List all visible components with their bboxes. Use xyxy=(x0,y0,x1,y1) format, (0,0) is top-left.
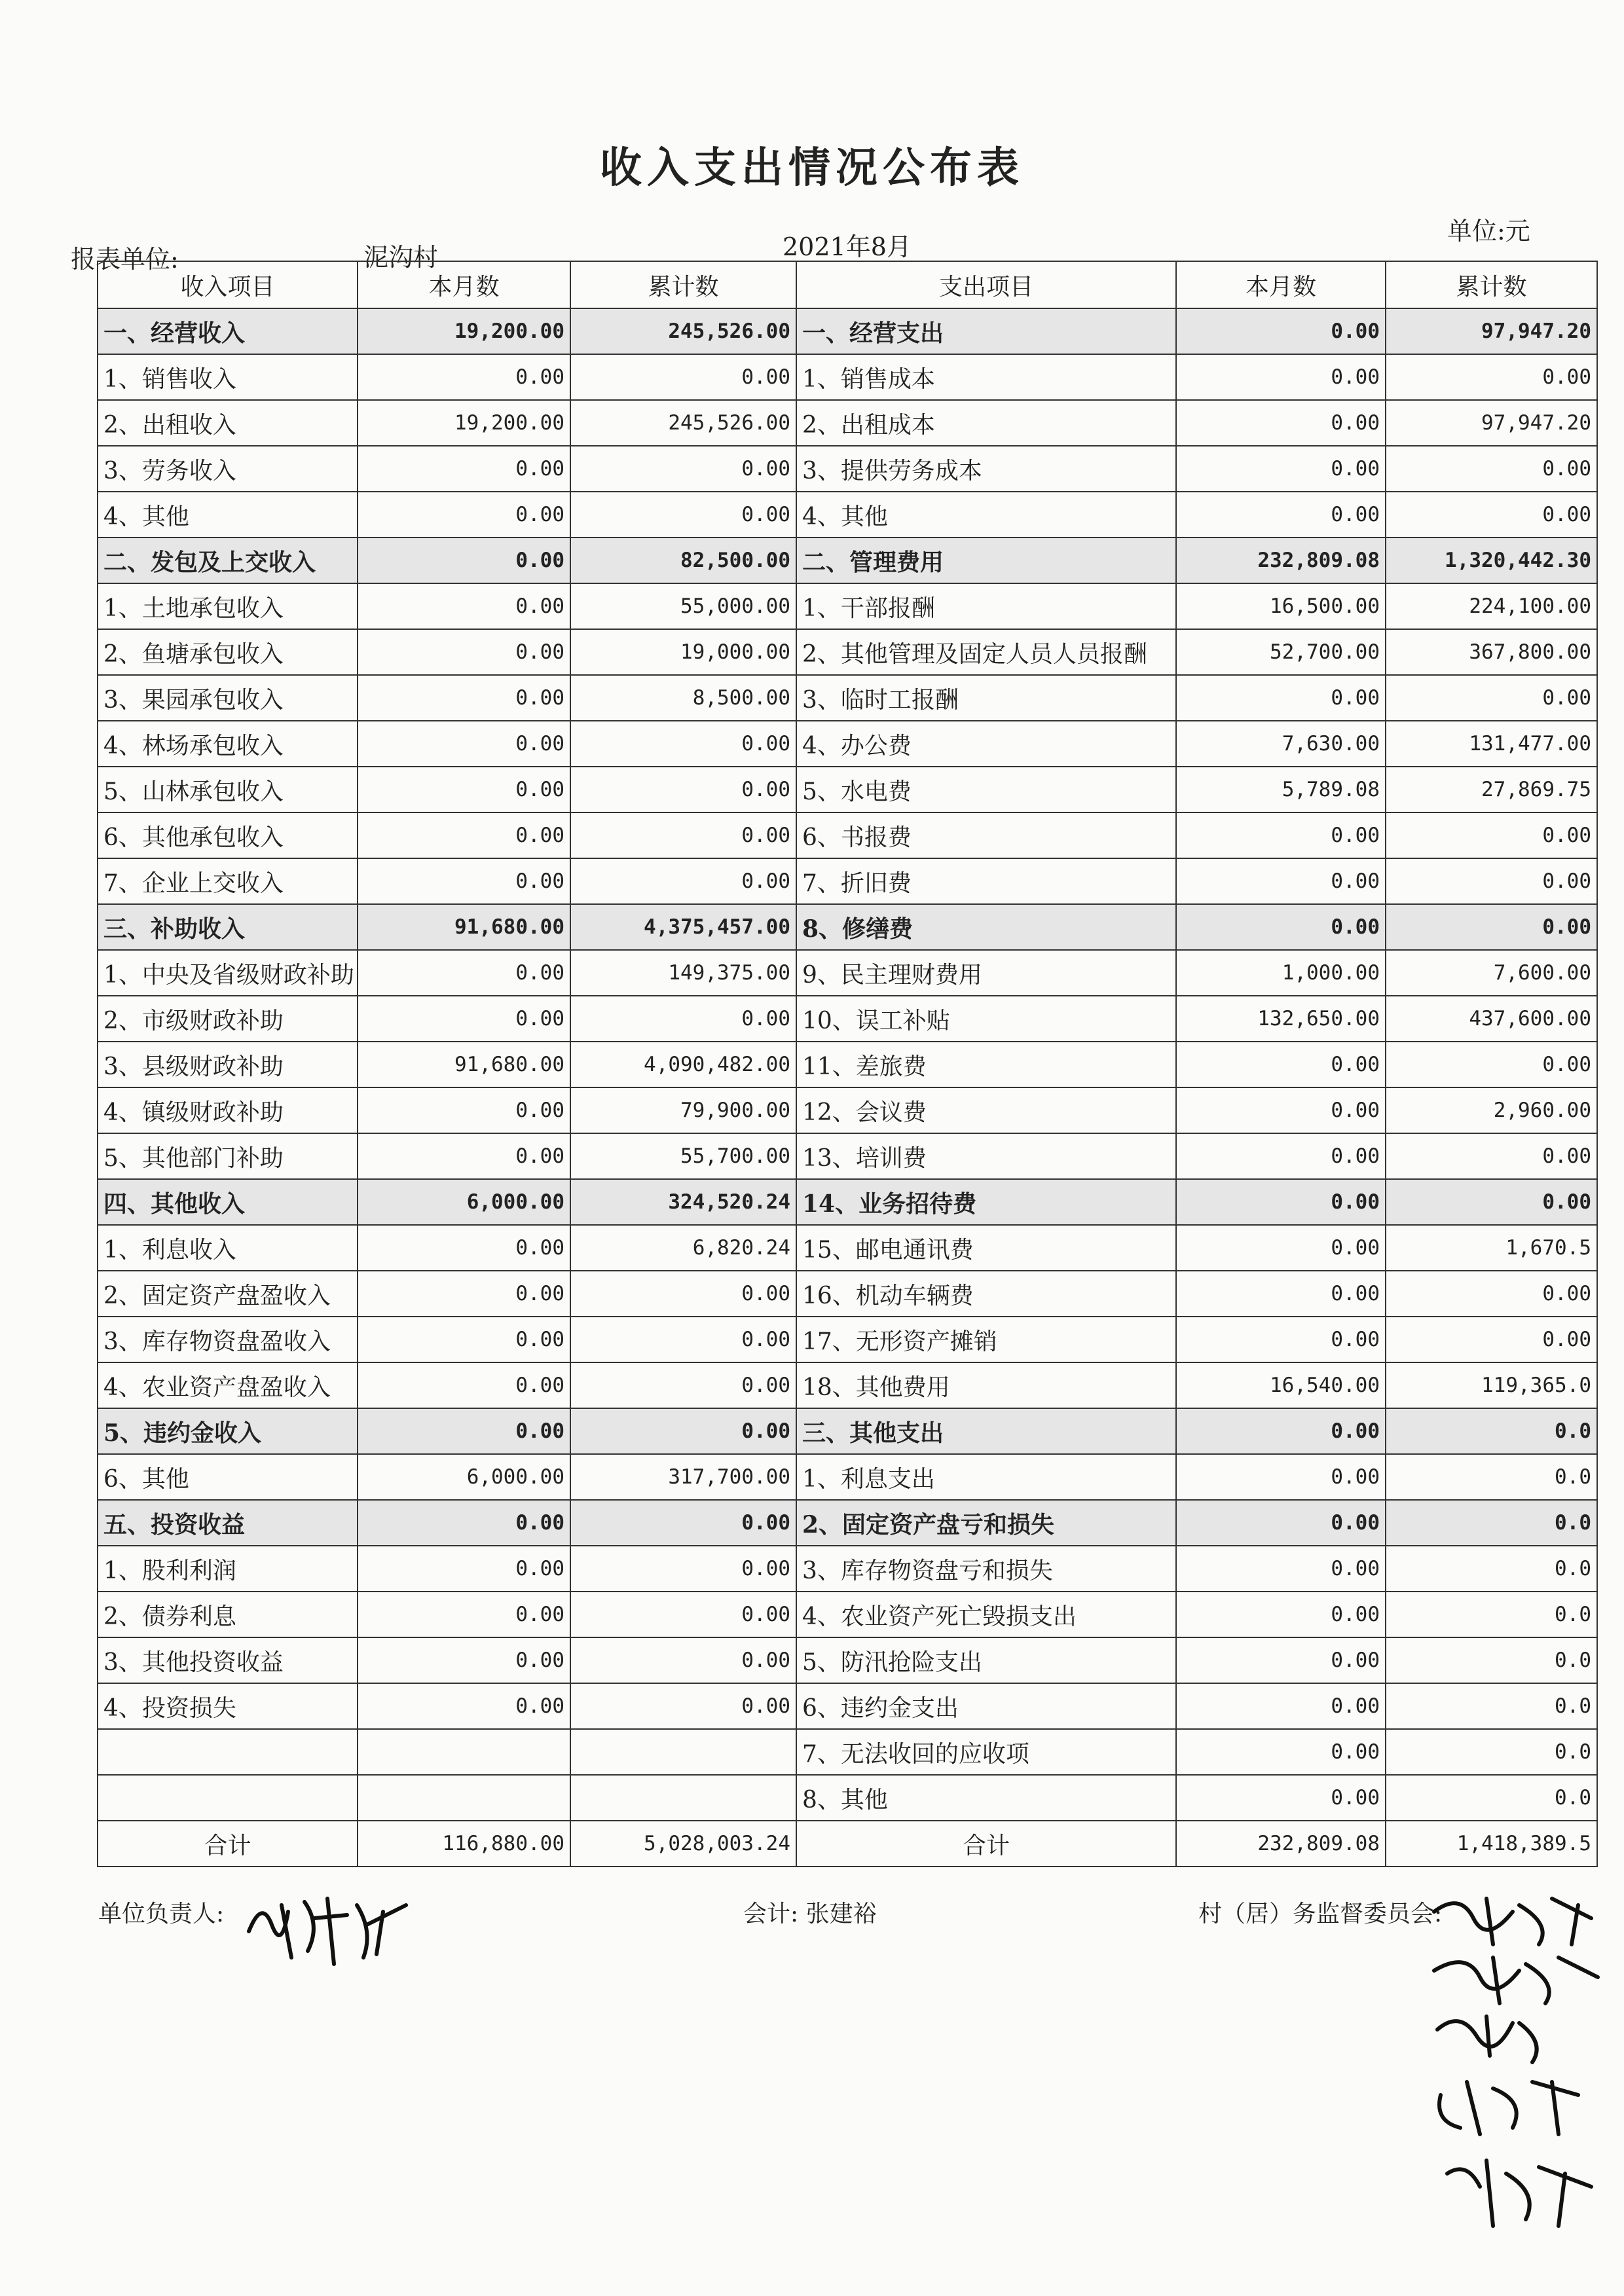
income-month-cell: 0.00 xyxy=(358,721,570,767)
expense-item-cell: 14、业务招待费 xyxy=(796,1179,1176,1225)
income-item-cell: 5、山林承包收入 xyxy=(98,767,358,812)
income-cumulative-cell: 82,500.00 xyxy=(570,538,796,583)
table-row xyxy=(98,308,1597,354)
committee-signatures xyxy=(1421,1886,1617,2252)
expense-month-cell: 0.00 xyxy=(1176,354,1386,400)
income-item-cell: 1、中央及省级财政补助 xyxy=(98,950,358,996)
income-month-cell: 0.00 xyxy=(358,354,570,400)
expense-cumulative-cell: 0.00 xyxy=(1386,1317,1597,1362)
income-cumulative-cell: 0.00 xyxy=(570,1271,796,1317)
table-row xyxy=(98,492,1597,538)
income-cumulative-cell: 0.00 xyxy=(570,858,796,904)
expense-item-cell: 5、水电费 xyxy=(796,767,1176,812)
income-cumulative-cell: 324,520.24 xyxy=(570,1179,796,1225)
expense-month-cell: 7,630.00 xyxy=(1176,721,1386,767)
expense-cumulative-cell: 0.00 xyxy=(1386,675,1597,721)
expense-cumulative-cell: 0.0 xyxy=(1386,1683,1597,1729)
table-row xyxy=(98,858,1597,904)
income-month-cell: 19,200.00 xyxy=(358,308,570,354)
expense-cumulative-cell: 0.00 xyxy=(1386,1042,1597,1087)
income-month-cell: 0.00 xyxy=(358,446,570,492)
expense-month-cell: 0.00 xyxy=(1176,675,1386,721)
expense-item-cell: 3、库存物资盘亏和损失 xyxy=(796,1546,1176,1592)
income-cumulative-cell: 6,820.24 xyxy=(570,1225,796,1271)
table-row xyxy=(98,950,1597,996)
expense-month-cell: 132,650.00 xyxy=(1176,996,1386,1042)
leader-signature xyxy=(242,1886,426,1971)
table-row xyxy=(98,767,1597,812)
expense-item-cell: 17、无形资产摊销 xyxy=(796,1317,1176,1362)
expense-cumulative-cell: 1,320,442.30 xyxy=(1386,538,1597,583)
income-month-cell: 0.00 xyxy=(358,1362,570,1408)
expense-item-cell: 5、防汛抢险支出 xyxy=(796,1637,1176,1683)
income-month-cell: 91,680.00 xyxy=(358,1042,570,1087)
expense-cumulative-cell: 0.00 xyxy=(1386,446,1597,492)
income-cumulative-cell: 0.00 xyxy=(570,446,796,492)
expense-cumulative-cell: 0.0 xyxy=(1386,1500,1597,1546)
table-row xyxy=(98,629,1597,675)
table-row xyxy=(98,1179,1597,1225)
table-row xyxy=(98,1592,1597,1637)
income-month-cell: 0.00 xyxy=(358,1317,570,1362)
income-item-cell: 7、企业上交收入 xyxy=(98,858,358,904)
income-month-cell: 0.00 xyxy=(358,858,570,904)
unit-label: 单位:元 xyxy=(1447,217,1530,246)
table-row xyxy=(98,1225,1597,1271)
table-row xyxy=(98,1454,1597,1500)
income-month-cell: 0.00 xyxy=(358,629,570,675)
income-item-cell: 3、县级财政补助 xyxy=(98,1042,358,1087)
income-item-cell: 1、股利利润 xyxy=(98,1546,358,1592)
expense-month-cell: 0.00 xyxy=(1176,400,1386,446)
income-cumulative-cell xyxy=(570,1775,796,1821)
expense-cumulative-cell: 0.00 xyxy=(1386,812,1597,858)
expense-month-cell: 0.00 xyxy=(1176,1637,1386,1683)
expense-month-cell: 1,000.00 xyxy=(1176,950,1386,996)
expense-cumulative-cell: 0.0 xyxy=(1386,1637,1597,1683)
income-cumulative-cell: 0.00 xyxy=(570,721,796,767)
expense-cumulative-cell: 27,869.75 xyxy=(1386,767,1597,812)
expense-item-cell: 9、民主理财费用 xyxy=(796,950,1176,996)
expense-item-cell: 7、折旧费 xyxy=(796,858,1176,904)
income-cumulative-cell: 8,500.00 xyxy=(570,675,796,721)
expense-month-cell: 52,700.00 xyxy=(1176,629,1386,675)
expense-item-cell: 6、违约金支出 xyxy=(796,1683,1176,1729)
expense-month-cell: 0.00 xyxy=(1176,492,1386,538)
income-item-cell: 1、销售收入 xyxy=(98,354,358,400)
expense-month-cell: 0.00 xyxy=(1176,1087,1386,1133)
header-income-item: 收入项目 xyxy=(98,261,358,308)
income-month-cell: 0.00 xyxy=(358,996,570,1042)
table-row xyxy=(98,1775,1597,1821)
income-month-cell: 0.00 xyxy=(358,538,570,583)
table-row xyxy=(98,583,1597,629)
expense-month-cell: 0.00 xyxy=(1176,904,1386,950)
expense-cumulative-cell: 119,365.0 xyxy=(1386,1362,1597,1408)
expense-item-cell: 1、干部报酬 xyxy=(796,583,1176,629)
income-cumulative-cell: 0.00 xyxy=(570,767,796,812)
expense-item-cell: 2、出租成本 xyxy=(796,400,1176,446)
income-month-cell: 6,000.00 xyxy=(358,1179,570,1225)
table-row xyxy=(98,1683,1597,1729)
income-item-cell: 4、镇级财政补助 xyxy=(98,1087,358,1133)
expense-item-cell: 4、办公费 xyxy=(796,721,1176,767)
income-total-month: 116,880.00 xyxy=(358,1821,570,1867)
income-month-cell: 0.00 xyxy=(358,583,570,629)
income-cumulative-cell: 55,700.00 xyxy=(570,1133,796,1179)
expense-month-cell: 0.00 xyxy=(1176,1775,1386,1821)
income-total-cumulative: 5,028,003.24 xyxy=(570,1821,796,1867)
income-item-cell: 五、投资收益 xyxy=(98,1500,358,1546)
income-month-cell: 0.00 xyxy=(358,812,570,858)
expense-cumulative-cell: 0.00 xyxy=(1386,492,1597,538)
expense-cumulative-cell: 0.00 xyxy=(1386,904,1597,950)
expense-cumulative-cell: 97,947.20 xyxy=(1386,400,1597,446)
income-month-cell xyxy=(358,1729,570,1775)
income-cumulative-cell: 149,375.00 xyxy=(570,950,796,996)
income-month-cell: 0.00 xyxy=(358,1133,570,1179)
income-item-cell: 3、库存物资盘盈收入 xyxy=(98,1317,358,1362)
income-item-cell: 5、违约金收入 xyxy=(98,1408,358,1454)
income-month-cell xyxy=(358,1775,570,1821)
income-item-cell: 1、土地承包收入 xyxy=(98,583,358,629)
expense-cumulative-cell: 0.0 xyxy=(1386,1546,1597,1592)
expense-item-cell: 4、农业资产死亡毁损支出 xyxy=(796,1592,1176,1637)
income-item-cell: 4、其他 xyxy=(98,492,358,538)
expense-item-cell: 8、修缮费 xyxy=(796,904,1176,950)
income-month-cell: 6,000.00 xyxy=(358,1454,570,1500)
income-cumulative-cell: 79,900.00 xyxy=(570,1087,796,1133)
table-row xyxy=(98,1271,1597,1317)
income-item-cell: 1、利息收入 xyxy=(98,1225,358,1271)
income-cumulative-cell: 4,090,482.00 xyxy=(570,1042,796,1087)
expense-item-cell: 2、固定资产盘亏和损失 xyxy=(796,1500,1176,1546)
income-cumulative-cell: 0.00 xyxy=(570,1500,796,1546)
expense-item-cell: 3、临时工报酬 xyxy=(796,675,1176,721)
expense-item-cell: 1、利息支出 xyxy=(796,1454,1176,1500)
income-item-cell: 3、其他投资收益 xyxy=(98,1637,358,1683)
expense-month-cell: 0.00 xyxy=(1176,858,1386,904)
expense-total-cumulative: 1,418,389.5 xyxy=(1386,1821,1597,1867)
income-cumulative-cell: 245,526.00 xyxy=(570,400,796,446)
header-expense-cumulative: 累计数 xyxy=(1386,261,1597,308)
income-month-cell: 0.00 xyxy=(358,675,570,721)
income-item-cell: 2、债券利息 xyxy=(98,1592,358,1637)
income-month-cell: 0.00 xyxy=(358,1408,570,1454)
accountant-label: 会计: 张建裕 xyxy=(743,1901,877,1927)
income-cumulative-cell: 0.00 xyxy=(570,1637,796,1683)
income-item-cell: 3、劳务收入 xyxy=(98,446,358,492)
income-cumulative-cell: 0.00 xyxy=(570,1362,796,1408)
income-item-cell: 4、林场承包收入 xyxy=(98,721,358,767)
table-row xyxy=(98,1362,1597,1408)
income-month-cell: 0.00 xyxy=(358,1637,570,1683)
expense-cumulative-cell: 0.00 xyxy=(1386,1133,1597,1179)
income-month-cell: 91,680.00 xyxy=(358,904,570,950)
income-cumulative-cell: 0.00 xyxy=(570,996,796,1042)
table-row xyxy=(98,675,1597,721)
expense-month-cell: 0.00 xyxy=(1176,1179,1386,1225)
income-item-cell: 3、果园承包收入 xyxy=(98,675,358,721)
income-month-cell: 0.00 xyxy=(358,767,570,812)
expense-month-cell: 0.00 xyxy=(1176,1546,1386,1592)
table-row xyxy=(98,1729,1597,1775)
expense-item-cell: 10、误工补贴 xyxy=(796,996,1176,1042)
table-row xyxy=(98,1637,1597,1683)
expense-item-cell: 二、管理费用 xyxy=(796,538,1176,583)
header-income-month: 本月数 xyxy=(358,261,570,308)
income-month-cell: 0.00 xyxy=(358,1546,570,1592)
expense-cumulative-cell: 0.00 xyxy=(1386,354,1597,400)
expense-total-label: 合计 xyxy=(796,1821,1176,1867)
expense-cumulative-cell: 0.0 xyxy=(1386,1408,1597,1454)
expense-cumulative-cell: 0.00 xyxy=(1386,858,1597,904)
expense-cumulative-cell: 0.00 xyxy=(1386,1179,1597,1225)
income-item-cell: 四、其他收入 xyxy=(98,1179,358,1225)
income-cumulative-cell: 0.00 xyxy=(570,812,796,858)
table-row xyxy=(98,721,1597,767)
header-expense-item: 支出项目 xyxy=(796,261,1176,308)
totals-row xyxy=(98,1821,1597,1867)
expense-cumulative-cell: 0.0 xyxy=(1386,1729,1597,1775)
income-item-cell: 4、农业资产盘盈收入 xyxy=(98,1362,358,1408)
income-cumulative-cell: 19,000.00 xyxy=(570,629,796,675)
expense-cumulative-cell: 7,600.00 xyxy=(1386,950,1597,996)
income-cumulative-cell: 0.00 xyxy=(570,1408,796,1454)
income-expense-table xyxy=(97,261,1598,1867)
table-row xyxy=(98,1087,1597,1133)
expense-item-cell: 6、书报费 xyxy=(796,812,1176,858)
table-row xyxy=(98,1317,1597,1362)
expense-cumulative-cell: 131,477.00 xyxy=(1386,721,1597,767)
table-row xyxy=(98,538,1597,583)
reporting-unit-label: 报表单位: xyxy=(71,245,179,274)
report-period: 2021年8月 xyxy=(783,232,912,261)
expense-item-cell: 13、培训费 xyxy=(796,1133,1176,1179)
expense-cumulative-cell: 0.00 xyxy=(1386,1271,1597,1317)
expense-month-cell: 0.00 xyxy=(1176,1225,1386,1271)
expense-month-cell: 0.00 xyxy=(1176,1133,1386,1179)
expense-month-cell: 0.00 xyxy=(1176,1408,1386,1454)
table-row xyxy=(98,904,1597,950)
income-month-cell: 19,200.00 xyxy=(358,400,570,446)
expense-item-cell: 18、其他费用 xyxy=(796,1362,1176,1408)
income-month-cell: 0.00 xyxy=(358,1271,570,1317)
expense-item-cell: 三、其他支出 xyxy=(796,1408,1176,1454)
expense-month-cell: 5,789.08 xyxy=(1176,767,1386,812)
income-cumulative-cell: 0.00 xyxy=(570,1317,796,1362)
income-item-cell: 2、鱼塘承包收入 xyxy=(98,629,358,675)
expense-cumulative-cell: 97,947.20 xyxy=(1386,308,1597,354)
expense-month-cell: 16,540.00 xyxy=(1176,1362,1386,1408)
income-total-label: 合计 xyxy=(98,1821,358,1867)
leader-label: 单位负责人: xyxy=(98,1901,225,1927)
expense-month-cell: 0.00 xyxy=(1176,1500,1386,1546)
income-item-cell: 5、其他部门补助 xyxy=(98,1133,358,1179)
income-cumulative-cell: 245,526.00 xyxy=(570,308,796,354)
income-item-cell xyxy=(98,1729,358,1775)
expense-cumulative-cell: 367,800.00 xyxy=(1386,629,1597,675)
income-cumulative-cell: 0.00 xyxy=(570,354,796,400)
income-item-cell: 4、投资损失 xyxy=(98,1683,358,1729)
expense-item-cell: 11、差旅费 xyxy=(796,1042,1176,1087)
income-item-cell: 三、补助收入 xyxy=(98,904,358,950)
table-header-row xyxy=(98,261,1597,308)
table-row xyxy=(98,1408,1597,1454)
income-item-cell: 2、出租收入 xyxy=(98,400,358,446)
expense-item-cell: 12、会议费 xyxy=(796,1087,1176,1133)
expense-item-cell: 一、经营支出 xyxy=(796,308,1176,354)
income-cumulative-cell: 0.00 xyxy=(570,492,796,538)
expense-item-cell: 1、销售成本 xyxy=(796,354,1176,400)
income-cumulative-cell: 0.00 xyxy=(570,1683,796,1729)
table-row xyxy=(98,354,1597,400)
expense-item-cell: 7、无法收回的应收项 xyxy=(796,1729,1176,1775)
expense-cumulative-cell: 0.0 xyxy=(1386,1454,1597,1500)
expense-month-cell: 0.00 xyxy=(1176,1317,1386,1362)
expense-item-cell: 15、邮电通讯费 xyxy=(796,1225,1176,1271)
income-month-cell: 0.00 xyxy=(358,1500,570,1546)
table-row xyxy=(98,446,1597,492)
expense-item-cell: 16、机动车辆费 xyxy=(796,1271,1176,1317)
income-item-cell: 二、发包及上交收入 xyxy=(98,538,358,583)
income-cumulative-cell: 55,000.00 xyxy=(570,583,796,629)
income-month-cell: 0.00 xyxy=(358,492,570,538)
table-row xyxy=(98,812,1597,858)
expense-month-cell: 232,809.08 xyxy=(1176,538,1386,583)
expense-month-cell: 0.00 xyxy=(1176,1271,1386,1317)
expense-month-cell: 0.00 xyxy=(1176,1042,1386,1087)
expense-cumulative-cell: 0.0 xyxy=(1386,1775,1597,1821)
income-item-cell xyxy=(98,1775,358,1821)
reporting-unit-name: 泥沟村 xyxy=(363,243,439,272)
table-row xyxy=(98,1133,1597,1179)
header-income-cumulative: 累计数 xyxy=(570,261,796,308)
table-row xyxy=(98,996,1597,1042)
table-row xyxy=(98,1546,1597,1592)
page-title: 收入支出情况公布表 xyxy=(600,143,1024,192)
expense-item-cell: 8、其他 xyxy=(796,1775,1176,1821)
income-cumulative-cell: 0.00 xyxy=(570,1546,796,1592)
expense-cumulative-cell: 437,600.00 xyxy=(1386,996,1597,1042)
committee-label: 村（居）务监督委员会: xyxy=(1198,1901,1443,1927)
expense-month-cell: 0.00 xyxy=(1176,1592,1386,1637)
header-expense-month: 本月数 xyxy=(1176,261,1386,308)
expense-cumulative-cell: 0.0 xyxy=(1386,1592,1597,1637)
expense-month-cell: 0.00 xyxy=(1176,812,1386,858)
table-row xyxy=(98,400,1597,446)
expense-month-cell: 0.00 xyxy=(1176,1454,1386,1500)
expense-cumulative-cell: 2,960.00 xyxy=(1386,1087,1597,1133)
expense-cumulative-cell: 1,670.5 xyxy=(1386,1225,1597,1271)
table-row xyxy=(98,1042,1597,1087)
expense-item-cell: 3、提供劳务成本 xyxy=(796,446,1176,492)
income-month-cell: 0.00 xyxy=(358,1087,570,1133)
expense-month-cell: 0.00 xyxy=(1176,308,1386,354)
income-cumulative-cell xyxy=(570,1729,796,1775)
income-month-cell: 0.00 xyxy=(358,1683,570,1729)
income-item-cell: 6、其他承包收入 xyxy=(98,812,358,858)
expense-total-month: 232,809.08 xyxy=(1176,1821,1386,1867)
expense-month-cell: 0.00 xyxy=(1176,1683,1386,1729)
income-cumulative-cell: 0.00 xyxy=(570,1592,796,1637)
income-month-cell: 0.00 xyxy=(358,1225,570,1271)
expense-month-cell: 16,500.00 xyxy=(1176,583,1386,629)
income-item-cell: 2、市级财政补助 xyxy=(98,996,358,1042)
table-row xyxy=(98,1500,1597,1546)
expense-month-cell: 0.00 xyxy=(1176,446,1386,492)
expense-month-cell: 0.00 xyxy=(1176,1729,1386,1775)
income-month-cell: 0.00 xyxy=(358,950,570,996)
expense-cumulative-cell: 224,100.00 xyxy=(1386,583,1597,629)
income-item-cell: 一、经营收入 xyxy=(98,308,358,354)
income-item-cell: 2、固定资产盘盈收入 xyxy=(98,1271,358,1317)
income-cumulative-cell: 4,375,457.00 xyxy=(570,904,796,950)
expense-item-cell: 2、其他管理及固定人员人员报酬 xyxy=(796,629,1176,675)
income-month-cell: 0.00 xyxy=(358,1592,570,1637)
income-item-cell: 6、其他 xyxy=(98,1454,358,1500)
income-cumulative-cell: 317,700.00 xyxy=(570,1454,796,1500)
expense-item-cell: 4、其他 xyxy=(796,492,1176,538)
